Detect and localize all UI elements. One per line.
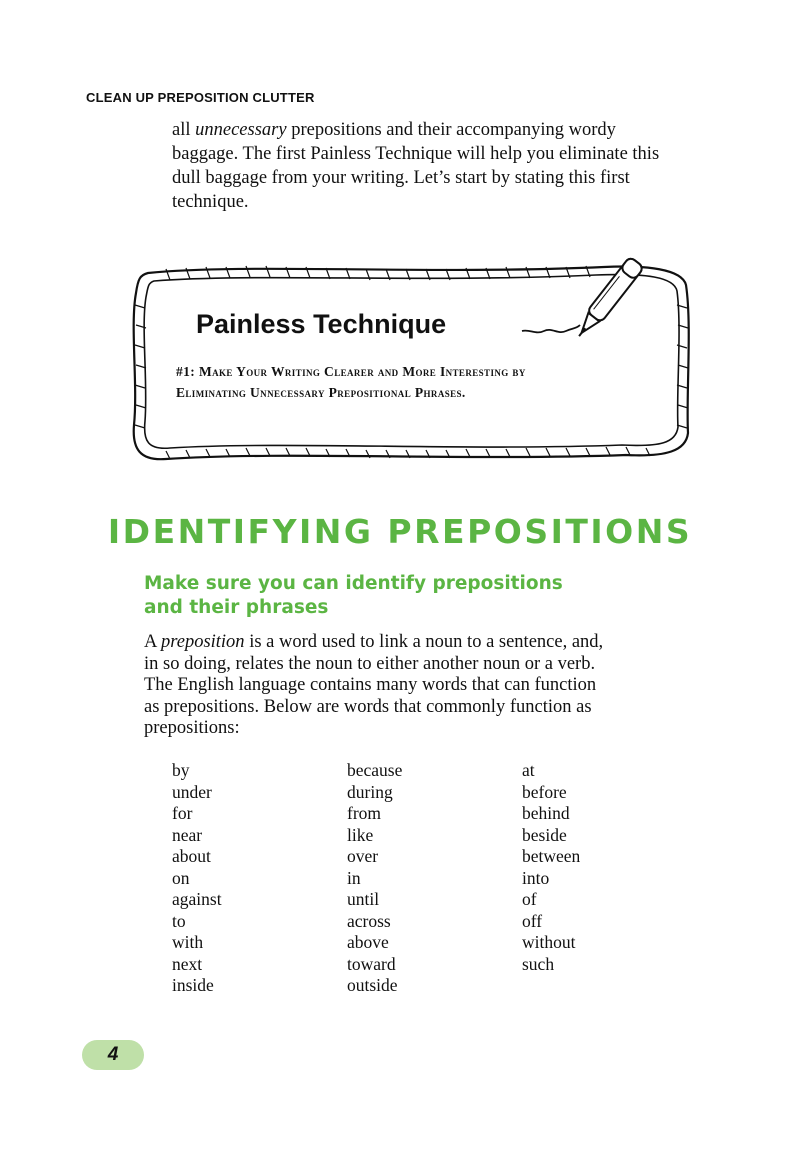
subheading-line: and their phrases (144, 597, 329, 618)
definition-text: A (144, 632, 161, 652)
word-item: without (522, 932, 576, 952)
running-head: CLEAN UP PREPOSITION CLUTTER (86, 90, 315, 105)
word-item: near (172, 824, 203, 845)
word-item: such (522, 953, 555, 974)
word-item: outside (347, 975, 398, 995)
subheading-line: Make sure you can identify prepositions (144, 573, 563, 594)
word-item: about (172, 846, 211, 866)
technique-line: #1: Make Your Writing Clearer and More Interesting by (176, 364, 526, 379)
preposition-list (172, 760, 697, 997)
intro-emphasis: unnecessary (195, 120, 287, 140)
word-item: to (172, 910, 186, 931)
word-column (522, 760, 697, 997)
word-item: behind (522, 803, 570, 823)
intro-line (172, 166, 692, 190)
painless-technique-box (126, 245, 702, 465)
word-item: over (347, 846, 379, 866)
intro-line (172, 142, 692, 166)
definition-line (144, 632, 664, 654)
word-item: inside (172, 975, 214, 995)
pen-icon (566, 245, 646, 355)
technique-line: Eliminating Unnecessary Prepositional Phrases. (176, 385, 466, 400)
section-title: IDENTIFYING PREPOSITIONS (107, 512, 693, 551)
word-item: until (347, 889, 380, 909)
word-item: across (347, 910, 391, 931)
word-item: off (522, 910, 543, 931)
word-item: beside (522, 824, 567, 845)
technique-title: Painless Technique (196, 309, 447, 339)
word-item: during (347, 781, 393, 802)
intro-text: dull baggage from your writing. Let’s start by stating this first (172, 168, 630, 188)
word-column (172, 760, 347, 997)
word-item: between (522, 846, 581, 866)
word-item: in (347, 867, 361, 888)
intro-text: all (172, 120, 196, 140)
word-item: for (172, 803, 193, 823)
word-item: at (522, 760, 535, 780)
word-item: before (522, 781, 567, 802)
definition-line: in so doing, relates the noun to either another noun or a verb. (144, 653, 596, 674)
intro-text: technique. (172, 192, 249, 212)
word-column (347, 760, 522, 997)
definition-line: The English language contains many words that can function (144, 675, 597, 695)
word-item: against (172, 889, 222, 909)
word-item: under (172, 781, 212, 802)
word-item: because (347, 760, 403, 780)
intro-text: prepositions and their accompanying wordy (286, 120, 616, 140)
intro-line (172, 118, 692, 142)
technique-text (176, 361, 646, 403)
definition-line: as prepositions. Below are words that commonly function as (144, 696, 592, 717)
page-number-badge: 4 (82, 1040, 144, 1070)
definition-text: is a word used to link a noun to a sentence, and, (244, 632, 604, 652)
word-item: on (172, 867, 190, 888)
word-item: like (347, 824, 374, 845)
word-item: toward (347, 953, 396, 974)
definition-paragraph (144, 632, 664, 740)
definition-emphasis: preposition (160, 632, 245, 652)
intro-paragraph (172, 118, 692, 214)
word-item: from (347, 803, 382, 823)
intro-line (172, 190, 692, 214)
definition-line: prepositions: (144, 718, 240, 738)
word-item: into (522, 867, 550, 888)
word-item: next (172, 953, 203, 974)
word-item: of (522, 889, 537, 909)
intro-text: baggage. The first Painless Technique will help you eliminate this (172, 144, 660, 164)
word-item: above (347, 932, 389, 952)
subheading (144, 572, 624, 620)
word-item: with (172, 932, 204, 952)
word-item: by (172, 760, 190, 780)
